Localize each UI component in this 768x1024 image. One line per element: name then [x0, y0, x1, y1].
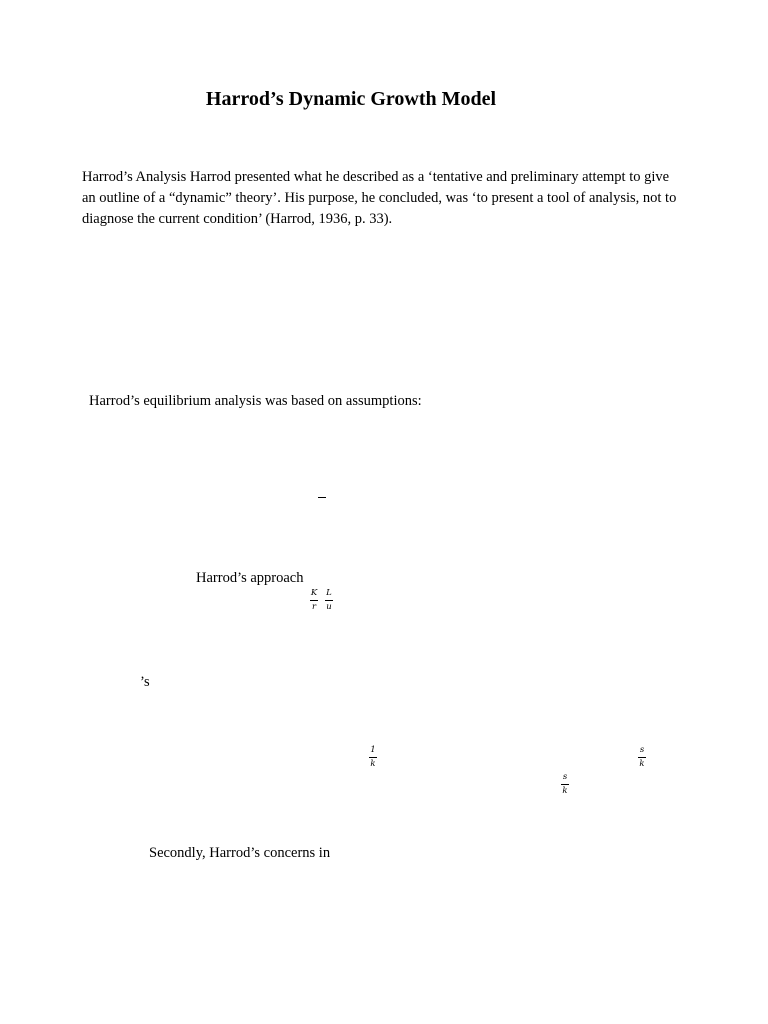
fraction-numerator: 1 [370, 745, 376, 755]
fraction-bar [638, 757, 646, 758]
fraction-bar [310, 600, 318, 601]
fraction-bar-fragment [318, 497, 326, 498]
fraction-l-over-u [324, 589, 334, 612]
fraction-denominator: r [311, 602, 317, 612]
fraction-denominator: k [370, 759, 376, 769]
fraction-s-over-k-right [637, 746, 647, 769]
fraction-numerator: s [639, 745, 645, 755]
fraction-one-over-k [368, 746, 378, 769]
fraction-numerator: L [326, 588, 332, 598]
fraction-bar [561, 784, 569, 785]
fraction-bar [325, 600, 333, 601]
fraction-numerator: s [562, 772, 568, 782]
possessive-fragment: ’s [140, 674, 150, 690]
fraction-s-over-k-lower [560, 773, 570, 796]
fraction-denominator: k [639, 759, 645, 769]
fraction-denominator: u [326, 602, 332, 612]
fraction-denominator: k [562, 786, 568, 796]
intro-paragraph: Harrod’s Analysis Harrod presented what he described as a ‘tentative and preliminary attempt to give an outline of a “dynamic” theory’. His purpose, he concluded, was ‘to present a tool of analysis, not to diagnose the current condition’ (Harrod, 1936, p. 33). [82, 169, 677, 227]
fraction-numerator: K [310, 588, 318, 598]
secondly-line: Secondly, Harrod’s concerns in [149, 845, 331, 861]
document-title: Harrod’s Dynamic Growth Model [205, 88, 497, 110]
fraction-k-over-r [309, 589, 319, 612]
approach-heading: Harrod’s approach [196, 570, 304, 586]
equilibrium-analysis-line: Harrod’s equilibrium analysis was based on assumptions: [89, 393, 422, 409]
fraction-bar [369, 757, 377, 758]
